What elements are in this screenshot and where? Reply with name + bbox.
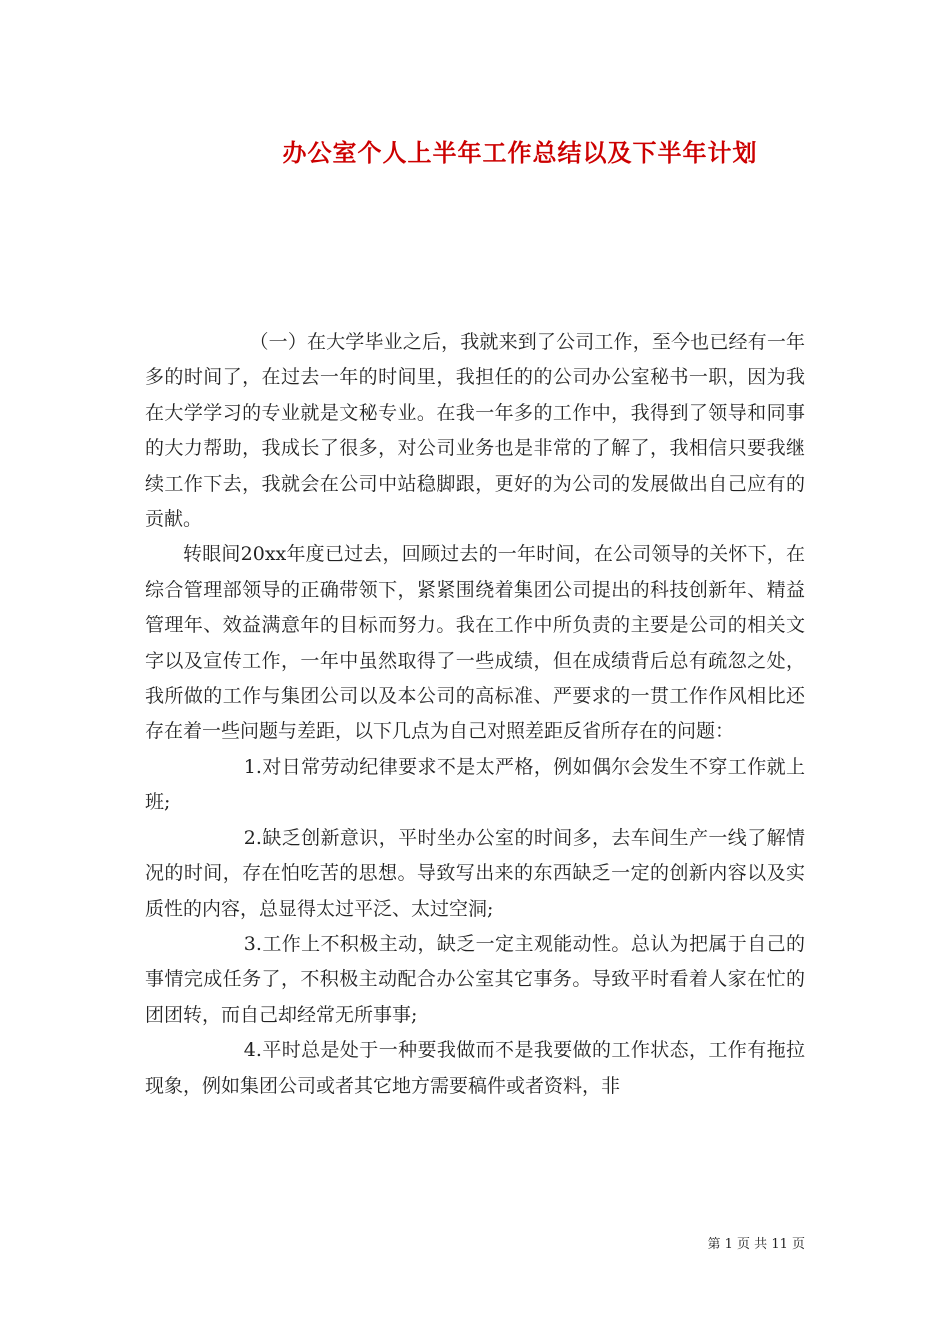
- paragraph-intro: （一）在大学毕业之后，我就来到了公司工作，至今也已经有一年多的时间了，在过去一年的时间里，我担任的的公司办公室秘书一职，因为我在大学学习的专业就是文秘专业。在我一年多的工作中，我得到了领导和同事的大力帮助，我成长了很多，对公司业务也是非常的了解了，我相信只要我继续工作下去，我就会在公司中站稳脚跟，更好的为公司的发展做出自己应有的贡献。: [145, 331, 805, 531]
- page-indicator: 第 1 页 共 11 页: [707, 1237, 805, 1252]
- list-item-2: 2.缺乏创新意识，平时坐办公室的时间多，去车间生产一线了解情况的时间，存在怕吃苦的思想。导致写出来的东西缺乏一定的创新内容以及实质性的内容，总显得太过平泛、太过空洞;: [145, 826, 805, 920]
- document-body: [145, 325, 805, 1104]
- paragraph-review: 转眼间20xx年度已过去，回顾过去的一年时间，在公司领导的关怀下，在综合管理部领导的正确带领下，紧紧围绕着集团公司提出的科技创新年、精益管理年、效益满意年的目标而努力。我在工作中所负责的主要是公司的相关文字以及宣传工作，一年中虽然取得了一些成绩，但在成绩背后总有疏忽之处，我所做的工作与集团公司以及本公司的高标准、严要求的一贯工作作风相比还存在着一些问题与差距，以下几点为自己对照差距反省所存在的问题：: [145, 543, 805, 743]
- list-item-1: 1.对日常劳动纪律要求不是太严格，例如偶尔会发生不穿工作就上班;: [145, 755, 805, 814]
- list-item-3: 3.工作上不积极主动，缺乏一定主观能动性。总认为把属于自己的事情完成任务了，不积极主动配合办公室其它事务。导致平时看着人家在忙的团团转，而自己却经常无所事事;: [145, 932, 805, 1026]
- document-title: 办公室个人上半年工作总结以及下半年计划: [282, 138, 758, 167]
- list-item-4: 4.平时总是处于一种要我做而不是我要做的工作状态，工作有拖拉现象，例如集团公司或者其它地方需要稿件或者资料，非: [145, 1039, 805, 1097]
